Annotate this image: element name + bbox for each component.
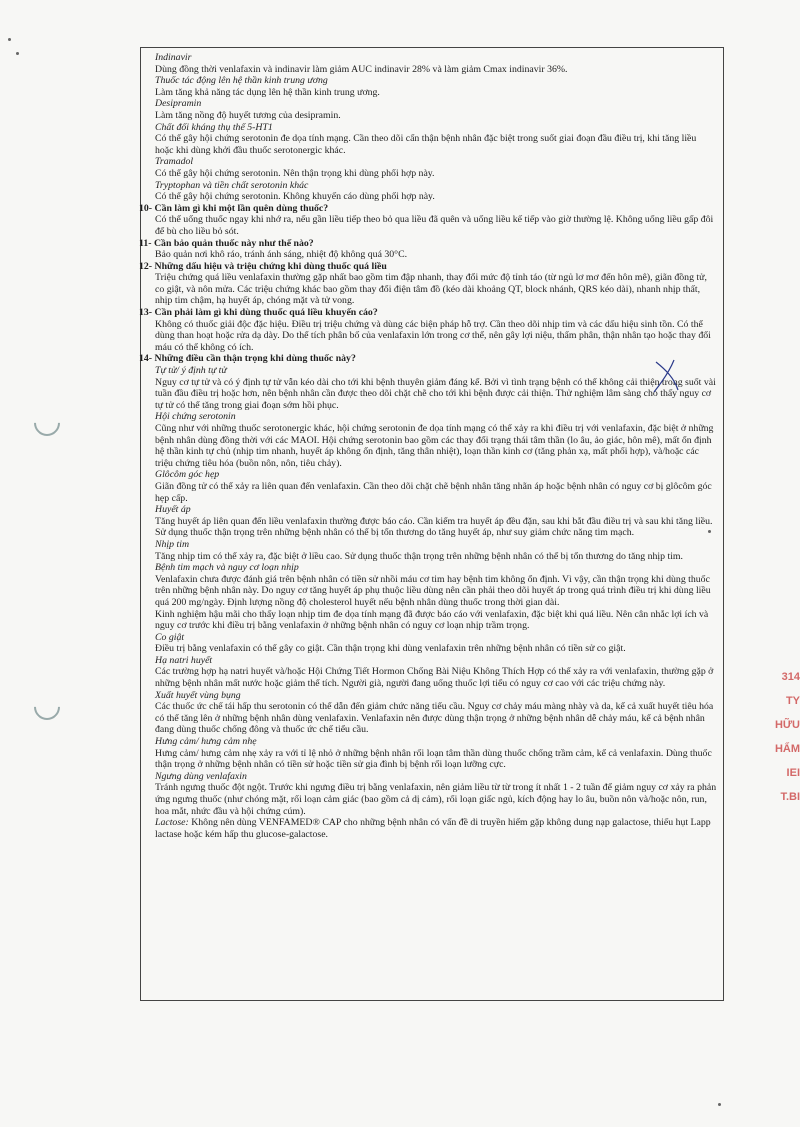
stamp-line: IEI <box>786 767 800 779</box>
subheading: Hưng cảm/ hưng cảm nhẹ <box>155 736 257 748</box>
scan-speck <box>8 38 11 41</box>
paragraph: Kinh nghiệm hậu mãi cho thấy loạn nhịp tim đe dọa tính mạng đã được báo cáo với venlafaxin, đặc biệt khi quá liều. Nên cân nhắc lợi ích và nguy cơ trước khi điều trị bằng venlafaxin ở những bệnh nhân có nguy cơ loạn nhịp trầm trọng. <box>155 608 709 632</box>
paragraph: Làm tăng khả năng tác dụng lên hệ thần kinh trung ương. <box>155 86 380 98</box>
stamp-line: TY <box>785 695 800 707</box>
subheading: Chất đối kháng thụ thể 5-HT1 <box>155 121 273 133</box>
paragraph: Nguy cơ tự tử và có ý định tự tử vẫn kéo dài cho tới khi bệnh thuyên giảm đáng kể. Bởi vì tình trạng bệnh có thể không cải thiện trong suốt vài tuần đầu điều trị hoặc hơn, nên bệnh nhân cần được theo dõi chặt chẽ cho tới khi bệnh được cải thiện. Thử nghiệm lâm sàng cho thấy nguy cơ tự tử có thể tăng trong giai đoạn sớm hồi phục. <box>155 376 716 411</box>
leaflet-body <box>139 52 717 840</box>
paragraph: Venlafaxin chưa được đánh giá trên bệnh nhân có tiền sử nhồi máu cơ tim hay bệnh tim không ổn định. Vì vậy, cần thận trọng khi dùng thuốc trên những bệnh nhân này. Do nguy cơ tăng huyết áp phụ thuộc liều dùng nên cần phải theo dõi huyết áp trong quá trình điều trị khi dùng liều quá 200 mg/ngày. Định lượng nồng độ cholesterol huyết nếu bệnh nhân dùng thuốc trong thời gian dài. <box>155 573 711 608</box>
punch-hole-bottom <box>29 689 66 726</box>
lactose-text: Không nên dùng VENFAMED® CAP cho những bệnh nhân có vấn đề di truyền hiếm gặp không dung nạp galactose, thiếu hụt Lapp lactase hoặc kém hấp thu glucose-galactose. <box>155 817 711 840</box>
paragraph: Làm tăng nồng độ huyết tương của desipramin. <box>155 109 341 121</box>
subheading: Tự tử/ ý định tự tử <box>155 365 227 377</box>
paragraph: Cũng như với những thuốc serotonergic khác, hội chứng serotonin đe dọa tính mạng có thể xảy ra khi điều trị với venlafaxin, đặc biệt ở những bệnh nhân dùng đồng thời với các MAOI. Hội chứng serotonin bao gồm các thay đổi trạng thái tâm thần (lo âu, ảo giác, hôn mê), mất ổn định hệ thần kinh tự chủ (nhịp tim nhanh, huyết áp không ổn định, tăng thân nhiệt), loạn thần kinh cơ (tăng phản xạ, mất phối hợp), và/hoặc các triệu chứng tiêu hóa (buồn nôn, nôn, tiêu chảy). <box>155 423 714 469</box>
section-heading: 12- Những dấu hiệu và triệu chứng khi dùng thuốc quá liều <box>139 260 387 272</box>
subheading: Bệnh tim mạch và nguy cơ loạn nhịp <box>155 562 299 574</box>
subheading: Co giật <box>155 631 185 643</box>
paragraph: Hưng cảm/ hưng cảm nhẹ xảy ra với tỉ lệ nhỏ ở những bệnh nhân rối loạn tâm thần dùng thuốc chống trầm cảm, kể cả venlafaxin. Dùng thuốc thận trọng ở những bệnh nhân có tiền sử hoặc tiền sử gia đình bị bệnh rối loạn lưỡng cực. <box>155 747 712 771</box>
lactose-warning <box>155 817 717 840</box>
subheading: Indinavir <box>155 52 192 63</box>
paragraph: Các thuốc ức chế tái hấp thu serotonin có thể dẫn đến giảm chức năng tiểu cầu. Nguy cơ chảy máu màng nhày và da, kể cả xuất huyết tiêu hóa có thể tăng lên ở những bệnh nhân dùng venlafaxin. Venlafaxin nên được dùng thận trọng ở những bệnh nhân dễ chảy máu, kể cả bệnh nhân đang dùng thuốc chống đông và thuốc ức chế tiểu cầu. <box>155 701 714 736</box>
paragraph: Tăng huyết áp liên quan đến liều venlafaxin thường được báo cáo. Cần kiểm tra huyết áp đều đặn, sau khi bắt đầu điều trị và sau khi tăng liều. Sử dụng thuốc thận trọng trên những bệnh nhân có thể bị tổn thương do tăng huyết áp, như suy giảm chức năng tim mạch. <box>155 515 713 539</box>
scan-speck <box>16 52 19 55</box>
paragraph: Dùng đồng thời venlafaxin và indinavir làm giảm AUC indinavir 28% và làm giảm Cmax indinavir 36%. <box>155 63 568 75</box>
pen-mark <box>648 356 688 396</box>
subheading: Huyết áp <box>155 504 191 516</box>
paragraph: Điều trị bằng venlafaxin có thể gây co giật. Cần thận trọng khi dùng venlafaxin trên những bệnh nhân có tiền sử co giật. <box>155 643 626 655</box>
company-stamp <box>758 665 800 815</box>
section-heading: 13- Cần phải làm gì khi dùng thuốc quá liều khuyến cáo? <box>139 307 378 319</box>
subheading: Tramadol <box>155 156 194 168</box>
subheading: Xuất huyết vùng bụng <box>155 689 241 701</box>
paragraph: Không có thuốc giải độc đặc hiệu. Điều trị triệu chứng và dùng các biện pháp hỗ trợ. Cần theo dõi nhịp tim và các dấu hiệu sinh tồn. Có thể dùng than hoạt hoặc rửa dạ dày. Do thể tích phân bố của venlafaxin lớn trong cơ thể, nên gây lợi niệu, thẩm phân, thận nhân tạo hoặc thay đổi máu có thể không có ích. <box>155 318 711 353</box>
paragraph: Có thể gây hội chứng serotonin đe dọa tính mạng. Cần theo dõi cẩn thận bệnh nhân đặc biệt trong suốt giai đoạn đầu điều trị, khi tăng liều hoặc khi dùng khởi đầu thuốc serotonergic khác. <box>155 133 697 156</box>
stamp-line: HỮU <box>774 719 800 731</box>
paragraph: Giãn đồng tử có thể xảy ra liên quan đến venlafaxin. Cần theo dõi chặt chẽ bệnh nhân tăng nhãn áp hoặc bệnh nhân có nguy cơ bị glôcôm góc hẹp cấp. <box>155 480 712 504</box>
subheading: Ngưng dùng venlafaxin <box>155 770 247 782</box>
subheading: Tryptophan và tiền chất serotonin khác <box>155 179 309 191</box>
subheading: Glôcôm góc hẹp <box>155 469 220 481</box>
stamp-line: 314 <box>781 671 800 683</box>
paragraph: Triệu chứng quá liều venlafaxin thường gặp nhất bao gồm tim đập nhanh, thay đổi mức độ tỉnh táo (từ ngủ lơ mơ đến hôn mê), giãn đồng tử, co giật, và nôn mửa. Các triệu chứng khác bao gồm thay đổi điện tâm đồ (kéo dài khoảng QT, block nhánh, QRS kéo dài), nhanh nhịp thất, nhịp tim chậm, hạ huyết áp, chóng mặt và tử vong. <box>155 272 707 307</box>
paragraph: Các trường hợp hạ natri huyết và/hoặc Hội Chứng Tiết Hormon Chống Bài Niệu Không Thích Hợp có thể xảy ra với venlafaxin, thường gặp ở những bệnh nhân mất nước hoặc giảm thể tích. Người già, người đang uống thuốc lợi tiểu có nguy cơ cao với các triệu chứng này. <box>155 666 714 690</box>
scan-speck <box>708 530 711 533</box>
punch-hole-top <box>29 405 66 442</box>
stamp-line: T.BI <box>780 791 800 803</box>
subheading: Hạ natri huyết <box>155 654 213 666</box>
subheading: Thuốc tác động lên hệ thần kinh trung ương <box>155 75 328 87</box>
subheading: Nhịp tim <box>155 538 190 550</box>
stamp-line: HẨM <box>774 743 800 755</box>
section-heading: 10- Cần làm gì khi một lần quên dùng thuốc? <box>139 202 329 214</box>
lactose-label: Lactose: <box>155 817 189 829</box>
paragraph: Tăng nhịp tim có thể xảy ra, đặc biệt ở liều cao. Sử dụng thuốc thận trọng trên những bệnh nhân có thể bị tổn thương do tăng nhịp tim. <box>155 550 684 562</box>
paragraph: Có thể uống thuốc ngay khi nhớ ra, nếu gần liều tiếp theo bỏ qua liều đã quên và uống liều kế tiếp vào giờ thường lệ. Không uống liều gấp đôi để bù cho liều bỏ sót. <box>155 214 714 237</box>
paragraph: Bảo quản nơi khô ráo, tránh ánh sáng, nhiệt độ không quá 30°C. <box>155 249 408 261</box>
paragraph: Có thể gây hội chứng serotonin. Nên thận trọng khi dùng phối hợp này. <box>155 167 435 179</box>
paragraph: Có thể gây hội chứng serotonin. Không khuyến cáo dùng phối hợp này. <box>155 191 435 203</box>
section-heading: 11- Cần bảo quản thuốc này như thế nào? <box>139 237 314 249</box>
subheading: Desipramin <box>155 98 202 110</box>
section-heading: 14- Những điều cần thận trọng khi dùng thuốc này? <box>139 353 356 365</box>
paragraph: Tránh ngưng thuốc đột ngột. Trước khi ngưng điều trị bằng venlafaxin, nên giảm liều từ từ trong ít nhất 1 - 2 tuần để giảm nguy cơ xảy ra phản ứng ngưng thuốc (như chóng mặt, rối loạn cảm giác (bao gồm cả dị cảm), rối loạn giấc ngủ, kích động hay lo âu, buồn nôn và/hoặc nôn, run, hoa mắt, nhức đầu và hội chứng cúm). <box>155 782 717 817</box>
scan-speck <box>718 1103 721 1106</box>
subheading: Hội chứng serotonin <box>155 411 236 423</box>
